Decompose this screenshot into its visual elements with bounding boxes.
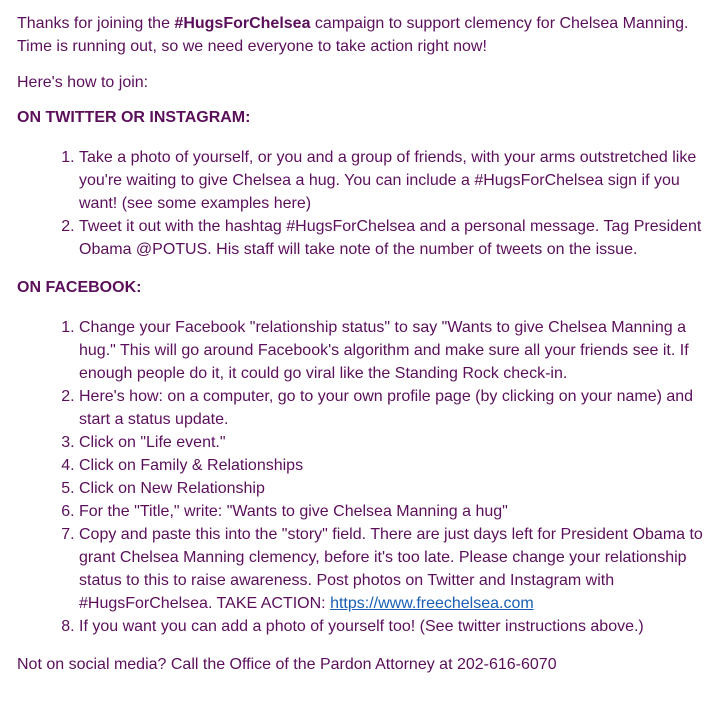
how-to-join-text: Here's how to join:	[17, 74, 149, 91]
facebook-step-with-link	[79, 523, 711, 615]
intro-before: Thanks for joining the	[17, 15, 175, 32]
facebook-step: 6. For the "Title," write: "Wants to give Chelsea Manning a hug"	[79, 500, 711, 523]
twitter-heading: ON TWITTER OR INSTAGRAM:	[17, 109, 251, 126]
facebook-step: 3. Click on "Life event."	[79, 431, 711, 454]
intro-after: campaign to support clemency for Chelsea Manning. Time is running out, so we need everyone to take action right now!	[17, 15, 689, 55]
facebook-step: 2. Here's how: on a computer, go to your own profile page (by clicking on your name) and start a status update.	[79, 385, 711, 431]
facebook-step-text: Copy and paste this into the "story" field. There are just days left for President Obama to grant Chelsea Manning clemency, before it's too late. Please change your relationship status to this to raise awareness. Post photos on Twitter and Instagram with #HugsForChelsea. TAKE ACTION:	[79, 526, 703, 612]
twitter-steps-list	[17, 146, 711, 261]
facebook-steps-list	[17, 316, 711, 638]
twitter-step: 1. Take a photo of yourself, or you and a group of friends, with your arms outstretched like you're waiting to give Chelsea a hug. You can include a #HugsForChelsea sign if you want! (see some examples here)	[79, 146, 711, 215]
facebook-step: 5. Click on New Relationship	[79, 477, 711, 500]
facebook-step: 4. Click on Family & Relationships	[79, 454, 711, 477]
freechelsea-link[interactable]: https://www.freechelsea.com	[330, 595, 534, 612]
footer-text: Not on social media? Call the Office of the Pardon Attorney at 202-616-6070	[17, 656, 557, 673]
twitter-step: 2. Tweet it out with the hashtag #HugsForChelsea and a personal message. Tag President Obama @POTUS. His staff will take note of the number of tweets on the issue.	[79, 215, 711, 261]
intro-paragraph	[17, 12, 711, 58]
facebook-step: 1. Change your Facebook "relationship status" to say "Wants to give Chelsea Manning a hug." This will go around Facebook's algorithm and make sure all your friends see it. If enough people do it, it could go viral like the Standing Rock check-in.	[79, 316, 711, 385]
facebook-step: 8. If you want you can add a photo of yourself too! (See twitter instructions above.)	[79, 615, 711, 638]
facebook-heading: ON FACEBOOK:	[17, 279, 142, 296]
intro-hashtag: #HugsForChelsea	[174, 15, 311, 32]
